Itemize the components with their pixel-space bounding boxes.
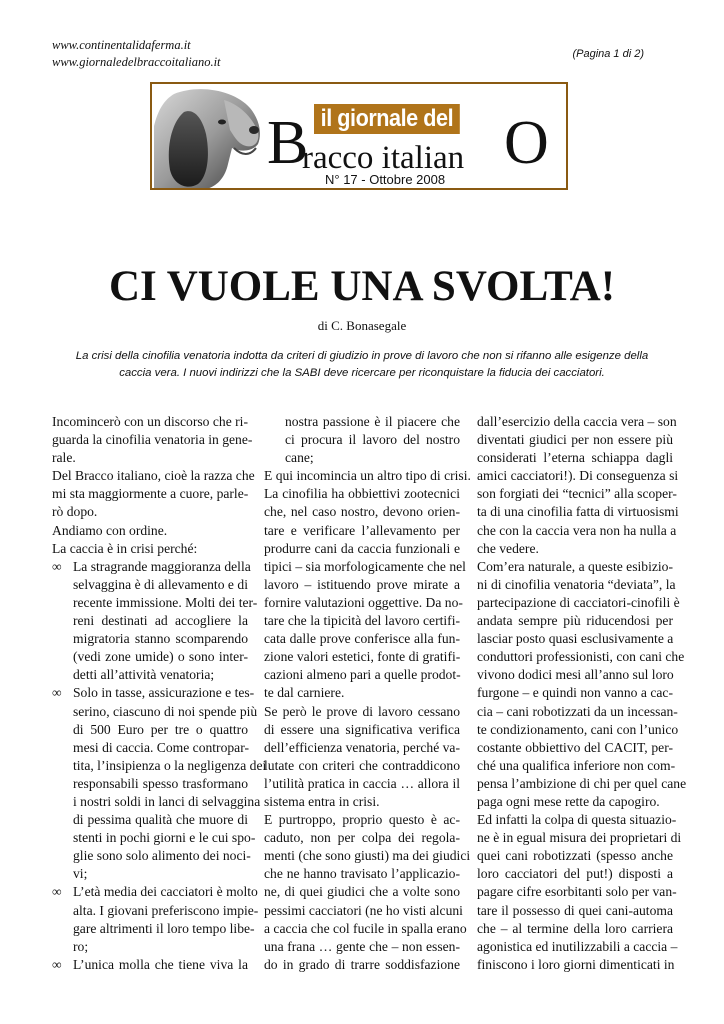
text-line-content: Del Bracco italiano, cioè la razza che xyxy=(52,468,255,484)
issue-number: N° 17 - Ottobre 2008 xyxy=(325,172,446,187)
text-line xyxy=(477,594,680,612)
text-line xyxy=(477,703,678,721)
text-line xyxy=(52,630,248,648)
text-line xyxy=(52,847,251,865)
text-line-content: responsabili spesso trasformano xyxy=(73,775,248,791)
text-line-content: Incomincerò con un discorso che ri- xyxy=(52,414,248,429)
text-line xyxy=(264,938,460,956)
text-line-content: recente immissione. Molti dei ter- xyxy=(73,594,258,610)
text-line-content: che, nel caso nostro, devono orien- xyxy=(264,504,460,520)
text-line xyxy=(477,540,673,558)
text-line xyxy=(52,467,255,485)
text-line xyxy=(477,920,673,938)
text-line-content: nostra passione è il piacere che xyxy=(285,414,460,429)
text-line xyxy=(477,558,673,576)
text-line xyxy=(52,829,256,847)
text-line xyxy=(264,847,471,865)
text-line xyxy=(477,811,677,829)
text-line-content: tita, l’insipienza o la negligenza dei xyxy=(73,757,267,773)
text-line-content: E purtroppo, proprio questo è ac- xyxy=(264,812,460,828)
text-line-content: rò dopo. xyxy=(52,504,98,520)
text-line xyxy=(52,902,259,920)
bullet-infinity-icon: ∞ xyxy=(52,956,62,972)
bullet-infinity-icon: ∞ xyxy=(52,685,62,701)
website-link-2[interactable]: www.giornaledelbraccoitaliano.it xyxy=(52,55,221,69)
text-line-content: La stragrande maggioranza della xyxy=(73,558,251,574)
text-line-content: serino, ciascuno di noi spende più xyxy=(73,703,258,719)
text-line-content: tare il possesso di quei cani-automa xyxy=(477,902,673,918)
text-line xyxy=(477,449,673,467)
text-line xyxy=(52,576,248,594)
article-author: di C. Bonasegale xyxy=(317,318,407,333)
text-line-content: stenti in pochi giorni e le cui spo- xyxy=(73,830,256,846)
text-line xyxy=(477,666,673,684)
text-column-1 xyxy=(52,413,267,974)
text-line xyxy=(52,793,261,811)
text-line-content: son forgiati dei “tecnici” alla scoper- xyxy=(477,486,677,502)
text-line-content: zione valori estetici, fonte di gratifi- xyxy=(264,649,461,665)
text-line-content: vi; xyxy=(73,866,88,882)
text-line xyxy=(264,630,460,648)
text-line-content: andata sempre più riducendosi per xyxy=(477,613,673,629)
text-line-content: cata dalle prove conferisce alla fun- xyxy=(264,631,460,647)
text-line xyxy=(264,648,460,666)
text-line xyxy=(52,540,248,558)
text-line xyxy=(52,956,248,974)
text-line-content: che ne hanno travisato l’applicazio- xyxy=(264,866,460,882)
text-line xyxy=(477,902,673,920)
text-line-content: ne è in egual misura dei proprietari di xyxy=(477,830,682,846)
text-line xyxy=(52,739,248,757)
text-line-content: L’età media dei cacciatori è molto xyxy=(73,884,258,900)
text-line-content: mi sta maggiormente a cuore, parle- xyxy=(52,486,249,502)
text-line-content: ni di cinofilia venatoria “deviata”, la xyxy=(477,576,676,592)
text-line xyxy=(477,757,676,775)
text-line xyxy=(477,431,673,449)
text-line xyxy=(477,721,679,739)
text-line xyxy=(264,413,460,431)
text-line xyxy=(52,721,248,739)
text-line xyxy=(52,612,248,630)
text-line-content: ne, di quei giudici che a volte sono xyxy=(264,884,460,900)
text-line xyxy=(477,739,673,757)
article-title: CI VUOLE UNA SVOLTA! xyxy=(108,263,616,310)
text-line-content: mesi di caccia. Come contropar- xyxy=(73,739,249,755)
text-line-content: agonistica ed inutilizzabili a caccia – xyxy=(477,938,678,954)
text-line xyxy=(264,558,466,576)
text-line xyxy=(477,576,676,594)
text-line xyxy=(477,938,678,956)
text-line-content: lutate con criteri che contraddicono xyxy=(264,757,460,773)
text-line-content: loro cacciatori del put!) disposti a xyxy=(477,866,673,882)
text-line-content: di 500 Euro per tre o quattro xyxy=(73,721,248,737)
text-line-content: migratoria stanno scomparendo xyxy=(73,631,248,647)
text-line-content: te dal carniere. xyxy=(264,685,345,701)
text-line-content: che vedere. xyxy=(477,540,539,556)
text-line xyxy=(264,467,471,485)
text-line xyxy=(264,956,460,974)
text-line-content: Ed infatti la colpa di questa situazio- xyxy=(477,812,677,828)
text-line xyxy=(52,431,253,449)
text-line-content: menti (che sono giusti) ma dei giudici xyxy=(264,848,471,864)
text-line xyxy=(477,630,673,648)
text-line xyxy=(264,431,460,449)
text-line-content: tare e verificare l’allevamento per xyxy=(264,522,460,538)
text-line xyxy=(52,811,248,829)
text-line xyxy=(264,684,460,702)
text-line xyxy=(477,612,673,630)
text-line xyxy=(264,612,460,630)
text-line-content: cia – cani robotizzati da un incessan- xyxy=(477,703,678,719)
text-line xyxy=(264,485,460,503)
text-line xyxy=(264,757,460,775)
text-line xyxy=(52,558,251,576)
text-line xyxy=(264,793,460,811)
text-line-content: considerati l’eterna schiappa dagli xyxy=(477,450,673,466)
page-indicator: (Pagina 1 di 2) xyxy=(572,48,644,60)
text-line xyxy=(52,413,248,431)
text-line-content: partecipazione di cacciatori-cinofili è xyxy=(477,594,680,610)
text-line-content: una frana … gente che – non essen- xyxy=(264,938,460,954)
text-line-content: gare altrimenti il loro tempo libe- xyxy=(73,920,255,936)
masthead-initial-b: B xyxy=(267,109,309,177)
text-line xyxy=(477,883,677,901)
text-line-content: lasciar posto quasi esclusivamente a xyxy=(477,631,674,647)
text-line xyxy=(264,522,460,540)
text-line-content: sistema entra in crisi. xyxy=(264,793,380,809)
masthead-logo xyxy=(150,82,568,190)
text-line-content: diventati giudici per non essere più xyxy=(477,432,673,448)
text-line xyxy=(477,485,677,503)
text-line xyxy=(52,648,248,666)
text-line-content: do in grado di trarre soddisfazione xyxy=(264,956,460,972)
text-line xyxy=(52,757,267,775)
masthead-final-o: O xyxy=(504,109,549,177)
text-line-content: E qui incomincia un altro tipo di crisi. xyxy=(264,468,471,484)
text-line-content: fornire valutazioni oggettive. Da no- xyxy=(264,594,463,610)
text-line-content: finiscono i loro giorni dimenticati in xyxy=(477,956,675,972)
text-line xyxy=(52,920,255,938)
text-line-content: a caccia che col fucile in spalla erano xyxy=(264,920,467,936)
bullet-infinity-icon: ∞ xyxy=(52,558,62,574)
text-line xyxy=(264,721,460,739)
text-line xyxy=(264,829,460,847)
text-line xyxy=(52,503,248,521)
text-column-2 xyxy=(264,413,471,974)
text-line-content: reni destinati ad accogliere la xyxy=(73,613,248,629)
text-line xyxy=(52,865,248,883)
text-line-content: ta di una cinofilia fatta di virtuosismi xyxy=(477,504,679,520)
text-line xyxy=(477,775,687,793)
text-line xyxy=(477,956,673,974)
text-line xyxy=(52,485,248,503)
text-line-content: La caccia è in crisi perché: xyxy=(52,540,198,556)
website-link-1[interactable]: www.continentalidaferma.it xyxy=(52,38,191,52)
text-line xyxy=(264,902,463,920)
text-line-content: conduttori professionisti, con cani che xyxy=(477,649,685,665)
masthead-tagline: il giornale del xyxy=(314,104,460,134)
text-line-content: che con la caccia vera non ha nulla a xyxy=(477,522,677,538)
text-line-content: pagare cifre esorbitanti solo per van- xyxy=(477,884,677,900)
text-line-content: alta. I giovani preferiscono impie- xyxy=(73,902,259,918)
text-line xyxy=(477,648,685,666)
text-line xyxy=(264,811,460,829)
text-line-content: produrre cani da caccia funzionali e xyxy=(264,540,460,556)
text-column-3 xyxy=(477,413,687,974)
masthead-title: racco italian xyxy=(302,140,465,176)
text-line-content: tare che la tipicità del lavoro certifi- xyxy=(264,613,460,629)
bracco-dog-photo-icon xyxy=(154,86,266,190)
text-line xyxy=(52,938,248,956)
text-line-content: vivono dodici mesi all’anno sul loro xyxy=(477,667,674,683)
text-line xyxy=(477,684,673,702)
text-line-content: quei cani robotizzati (spesso anche xyxy=(477,848,673,864)
text-line-content: pensa l’ambizione di chi per quel cane xyxy=(477,775,687,791)
text-line xyxy=(264,540,460,558)
text-line xyxy=(264,775,460,793)
text-line-content: pessimi cacciatori (ne ho visti alcuni xyxy=(264,902,463,918)
text-line xyxy=(52,684,255,702)
text-line xyxy=(477,793,673,811)
text-line-content: che – al termine della loro carriera xyxy=(477,920,673,936)
bullet-infinity-icon: ∞ xyxy=(52,884,62,900)
text-line xyxy=(264,739,460,757)
text-line-content: cane; xyxy=(285,450,314,466)
text-line-content: guarda la cinofilia venatoria in gene- xyxy=(52,432,253,448)
text-line xyxy=(477,413,677,431)
text-line-content: di pessima qualità che muore di xyxy=(73,812,248,828)
text-line-content: furgone – e quindi non vanno a cac- xyxy=(477,685,673,701)
text-line xyxy=(264,594,463,612)
text-line-content: i nostri soldi in lanci di selvaggina xyxy=(73,793,261,809)
text-line-content: dall’esercizio della caccia vera – son xyxy=(477,414,677,429)
text-line xyxy=(264,703,460,721)
text-line-content: cazioni almeno pari a quelle prodot- xyxy=(264,667,461,683)
text-line xyxy=(477,847,673,865)
text-line xyxy=(264,865,460,883)
text-line-content: tipici – sia morfologicamente che nel xyxy=(264,558,466,574)
text-line-content: detti all’attività venatoria; xyxy=(73,667,215,683)
text-line-content: selvaggina è di allevamento e di xyxy=(73,576,248,592)
text-line xyxy=(477,503,679,521)
text-line-content: L’unica molla che tiene viva la xyxy=(73,956,248,972)
text-line xyxy=(264,576,460,594)
text-line-content: caduto, non per colpa dei regola- xyxy=(264,830,460,846)
text-line-content: costante obbiettivo del CACIT, per- xyxy=(477,739,673,755)
text-line-content: (vedi zone umide) o sono inter- xyxy=(73,649,248,665)
text-line xyxy=(52,449,248,467)
text-line-content: di essere una significativa verifica xyxy=(264,721,460,737)
text-line xyxy=(477,467,679,485)
text-line-content: ché una qualifica inferiore non com- xyxy=(477,757,676,773)
article-abstract: La crisi della cinofilia venatoria indotta da criteri di giudizio in prove di lavoro che non si rifanno alle esigenze della caccia vera. I nuovi indirizzi che la SABI deve ricercare per riconquistare la fiducia dei cacciatori. xyxy=(75,350,649,379)
text-line xyxy=(477,865,673,883)
text-line xyxy=(264,666,460,684)
text-line-content: Andiamo con ordine. xyxy=(52,522,168,538)
text-line-content: La cinofilia ha obbiettivi zootecnici xyxy=(264,486,460,502)
text-line-content: ci procura il lavoro del nostro xyxy=(285,432,460,448)
text-line-content: Com’era naturale, a queste esibizio- xyxy=(477,558,673,574)
text-line-content: l’utilità pratica in caccia … allora il xyxy=(264,775,460,791)
text-line-content: Se però le prove di lavoro cessano xyxy=(264,703,460,719)
text-line-content: te condizionamento, cani con l’unico xyxy=(477,721,679,737)
text-line xyxy=(52,594,258,612)
text-line xyxy=(52,703,258,721)
text-line xyxy=(52,775,248,793)
text-line-content: rale. xyxy=(52,450,76,466)
text-line-content: ro; xyxy=(73,938,89,954)
text-line xyxy=(477,522,677,540)
text-line xyxy=(264,503,460,521)
text-line-content: lavoro – istituendo prove mirate a xyxy=(264,576,460,592)
text-line-content: paga ogni mese rette da capogiro. xyxy=(477,793,660,809)
text-line xyxy=(264,920,467,938)
text-line xyxy=(264,883,460,901)
text-line xyxy=(52,522,248,540)
text-line xyxy=(264,449,460,467)
text-line xyxy=(477,829,682,847)
text-line-content: amici cacciatori!). Di conseguenza si xyxy=(477,468,679,484)
text-line-content: Solo in tasse, assicurazione e tes- xyxy=(73,685,255,701)
text-line xyxy=(52,883,258,901)
text-line-content: glie sono solo alimento dei noci- xyxy=(73,848,251,864)
text-line-content: dell’efficienza venatoria, perché va- xyxy=(264,739,460,755)
text-line xyxy=(52,666,248,684)
